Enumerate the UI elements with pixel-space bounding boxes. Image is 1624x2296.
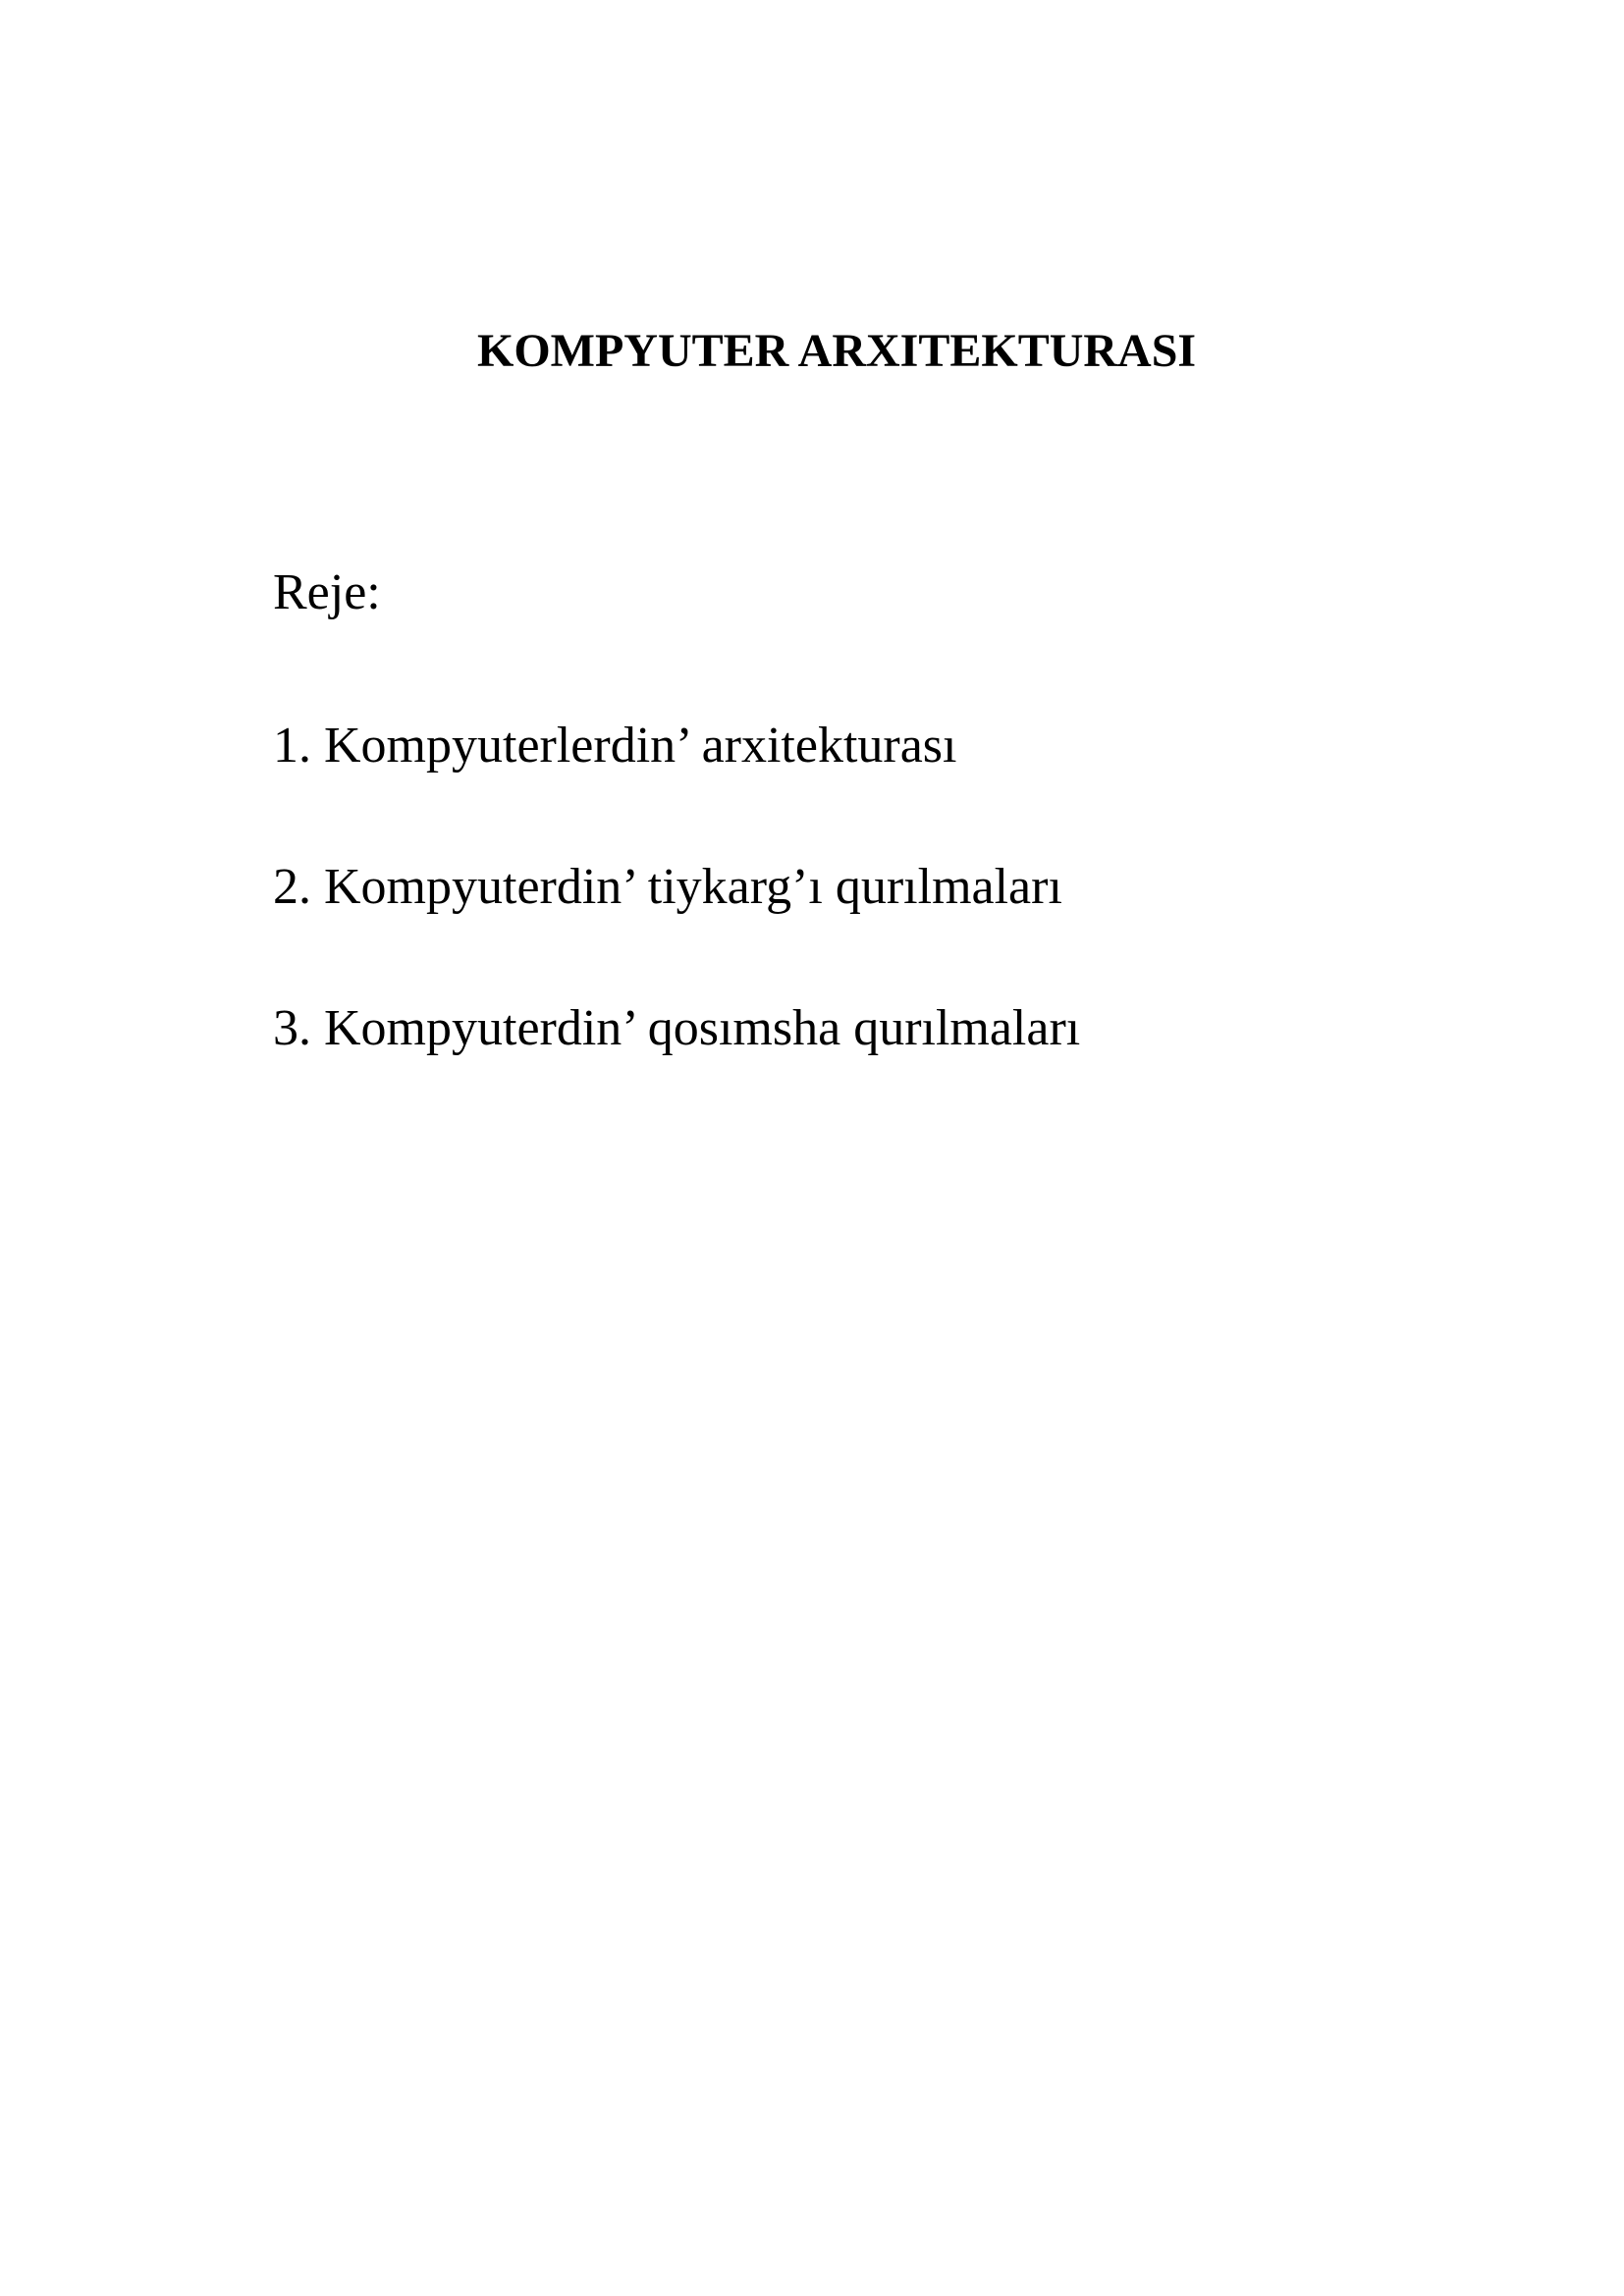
plan-item-text: Kompyuterlerdin’ arxitekturası — [324, 718, 957, 774]
plan-list — [273, 715, 1080, 1139]
plan-label: Reje: — [273, 564, 381, 620]
plan-item — [273, 856, 1080, 919]
document-title: KOMPYUTER ARXITEKTURASI — [477, 325, 1197, 377]
plan-item-number: 1. — [273, 718, 311, 774]
plan-item — [273, 997, 1080, 1060]
plan-item-number: 2. — [273, 859, 311, 915]
plan-item-text: Kompyuterdin’ qosımsha qurılmaları — [324, 1000, 1081, 1056]
plan-item — [273, 715, 1080, 777]
plan-item-text: Kompyuterdin’ tiykarg’ı qurılmaları — [324, 859, 1062, 915]
plan-item-number: 3. — [273, 1000, 311, 1056]
